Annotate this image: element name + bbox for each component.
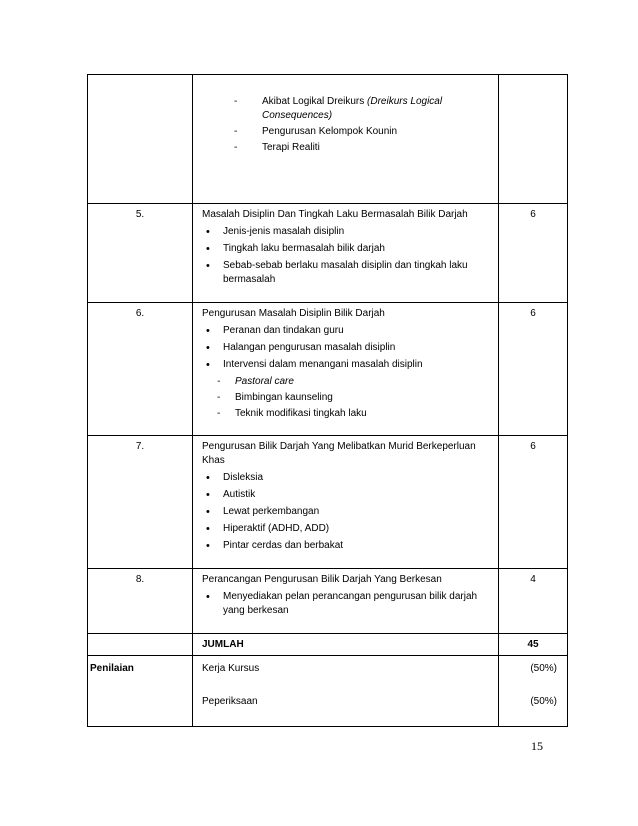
list-item: - Pastoral care [202, 375, 490, 389]
list-item: • Intervensi dalam menangani masalah disiplin [202, 358, 490, 372]
row-number: 8. [88, 569, 193, 634]
topic-title: Perancangan Pengurusan Bilik Darjah Yang Berkesan [202, 574, 442, 585]
assessment-item-percent: (50%) [530, 696, 557, 707]
list-item: • Jenis-jenis masalah disiplin [202, 225, 490, 239]
topic-cell [193, 204, 499, 303]
number-cell [88, 634, 193, 656]
dash-list [202, 375, 490, 421]
assessment-item-name: Peperiksaan [202, 696, 258, 707]
list-item: • Disleksia [202, 471, 490, 485]
table-row-continuation [88, 75, 568, 204]
hours-value: 6 [499, 204, 568, 303]
syllabus-table [87, 74, 568, 727]
page-number: 15 [531, 739, 543, 753]
table-row-7 [88, 436, 568, 569]
row-number: 6. [88, 303, 193, 436]
list-item: • Tingkah laku bermasalah bilik darjah [202, 242, 490, 256]
list-item: - Akibat Logikal Dreikurs (Dreikurs Logical Consequences) [202, 95, 490, 123]
table-row-8 [88, 569, 568, 634]
number-cell [88, 75, 193, 204]
hours-value: 6 [499, 436, 568, 569]
list-item: - Bimbingan kaunseling [202, 391, 490, 405]
topic-title: Pengurusan Bilik Darjah Yang Melibatkan Murid Berkeperluan Khas [202, 441, 476, 466]
row-number: 7. [88, 436, 193, 569]
topic-title: Masalah Disiplin Dan Tingkah Laku Bermasalah Bilik Darjah [202, 209, 468, 220]
list-item: • Peranan dan tindakan guru [202, 324, 490, 338]
list-item: • Halangan pengurusan masalah disiplin [202, 341, 490, 355]
assessment-label: Penilaian [88, 656, 193, 727]
assessment-row [88, 656, 568, 727]
list-item: • Sebab-sebab berlaku masalah disiplin dan tingkah laku bermasalah [202, 259, 490, 287]
topic-cell [193, 569, 499, 634]
bullet-list [202, 324, 490, 372]
topic-cell [193, 436, 499, 569]
list-item: • Autistik [202, 488, 490, 502]
list-item: - Terapi Realiti [202, 141, 490, 155]
total-row [88, 634, 568, 656]
total-label: JUMLAH [193, 634, 499, 656]
hours-value: 6 [499, 303, 568, 436]
hours-cell [499, 75, 568, 204]
topic-title: Pengurusan Masalah Disiplin Bilik Darjah [202, 308, 385, 319]
list-item: • Menyediakan pelan perancangan pengurusan bilik darjah yang berkesan [202, 590, 490, 618]
assessment-item-percent: (50%) [530, 663, 557, 674]
list-item: - Teknik modifikasi tingkah laku [202, 407, 490, 421]
assessment-items [193, 656, 499, 727]
hours-value: 4 [499, 569, 568, 634]
list-item: - Pengurusan Kelompok Kounin [202, 125, 490, 139]
list-item: • Hiperaktif (ADHD, ADD) [202, 522, 490, 536]
list-item: • Pintar cerdas dan berbakat [202, 539, 490, 553]
bullet-list [202, 471, 490, 553]
bullet-list [202, 590, 490, 618]
topic-cell [193, 303, 499, 436]
bullet-list [202, 225, 490, 287]
total-value: 45 [499, 634, 568, 656]
row-number: 5. [88, 204, 193, 303]
table-row-6 [88, 303, 568, 436]
dash-list [202, 95, 490, 155]
list-item: • Lewat perkembangan [202, 505, 490, 519]
topic-cell [193, 75, 499, 204]
table-row-5 [88, 204, 568, 303]
assessment-percent [499, 656, 568, 727]
assessment-item-name: Kerja Kursus [202, 663, 260, 674]
